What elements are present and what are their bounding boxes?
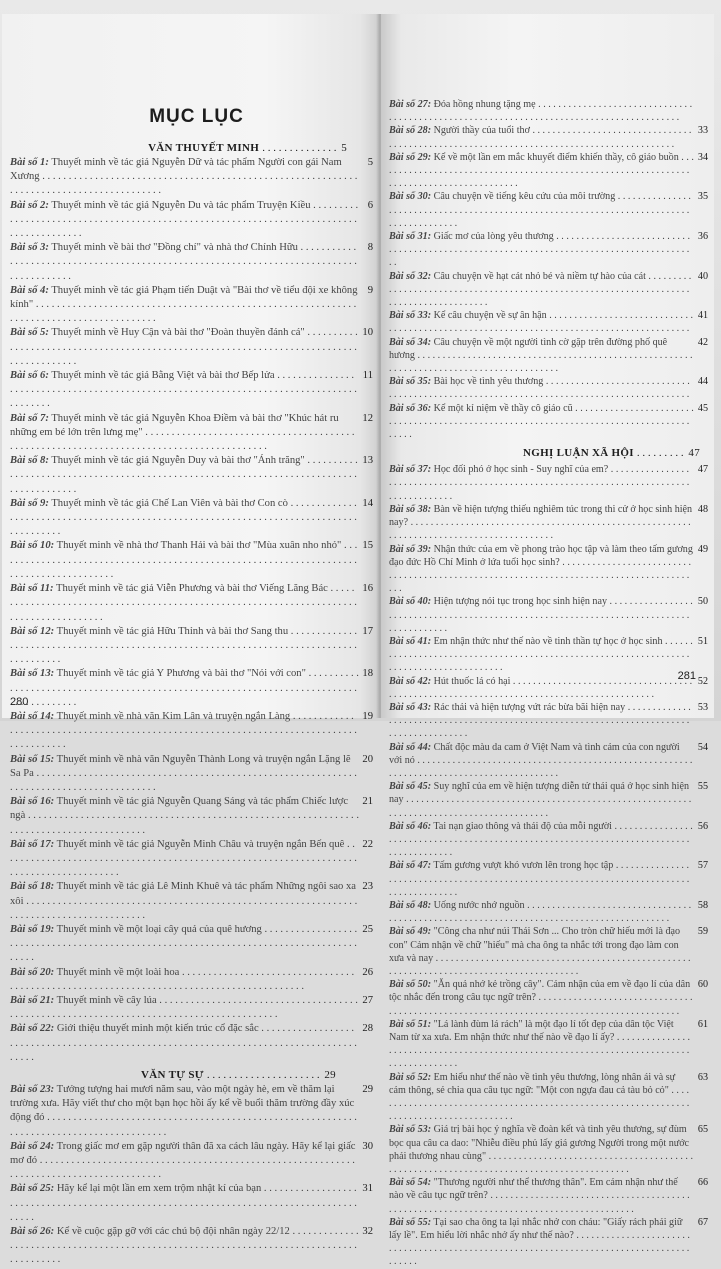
toc-entry-page: 29 [362,1084,373,1095]
page-number: 281 [677,670,696,682]
toc-entry-page: 17 [362,625,373,637]
toc-entry-title: Thuyết minh về tác giả Nguyễn Minh Châu và truyện ngắn Bến quê [56,838,345,850]
toc-entry [10,966,373,994]
toc-entry-title: Thuyết minh về tác giả Lê Minh Khuê và tác phẩm Những ngôi sao xa xôi [10,881,356,907]
toc-entry-number: Bài số 46: [389,820,432,832]
toc-entry-page: 56 [697,820,708,832]
toc-entry-title: Thuyết minh về một loại cây quả của quê hương [56,923,262,935]
toc-entry-page: 25 [362,923,373,935]
toc-entry [10,753,373,796]
toc-entry-title: Câu chuyện về một người tình cờ gặp trên đường phố quê hương [389,336,668,361]
page-number: 280 [10,696,29,708]
toc-entry-page: 57 [697,860,708,872]
toc-entry-title: Trong giấc mơ em gặp người thân đã xa cách lâu ngày. Hãy kể lại giấc mơ đó [10,1140,356,1167]
toc-entry [389,925,708,978]
toc-entry-number: Bài số 28: [389,125,432,137]
toc-entry [10,994,373,1022]
toc-entry [10,412,373,455]
toc-entry-page: 28 [362,1023,373,1035]
toc-entry-number: Bài số 12: [10,625,55,637]
toc-entry-number: Bài số 33: [389,310,432,322]
toc-entry-title: Rác thải và hiện tượng vứt rác bừa bãi hiện nay [433,701,626,713]
toc-entry-page: 44 [697,376,708,388]
section-page: 5 [341,142,347,154]
toc-entry-number: Bài số 9: [10,497,49,509]
toc-entry [10,838,373,881]
toc-entry-number: Bài số 7: [10,412,49,424]
toc-entry-number: Bài số 36: [389,402,432,414]
toc-entry-number: Bài số 14: [10,710,55,722]
toc-entry-title: "Thương người như thể thương thân". Em cảm nhận như thế nào về câu tục ngữ trên? [389,1177,678,1202]
toc-entry-page: 67 [697,1216,708,1228]
toc-entry-title: Kể về cuộc gặp gỡ với các chú bộ đội nhân ngày 22/12 [56,1226,290,1238]
toc-entry-page: 6 [367,199,373,211]
toc-entry-page: 34 [697,151,708,163]
toc-entry-page: 53 [697,701,708,713]
toc-entry [389,98,708,124]
section-heading-nghi-luan-xa-hoi: NGHỊ LUẬN XÃ HỘI . . . . . . . . . 47 [522,447,700,460]
left-page [2,14,379,1238]
toc-entry-number: Bài số 52: [389,1071,432,1083]
toc-entry-title: Uống nước nhớ nguồn [433,899,525,911]
toc-entry [389,270,708,310]
toc-entry-page: 22 [362,838,373,850]
toc-entry-page: 32 [362,1226,373,1238]
toc-entry-page: 23 [362,881,373,893]
toc-entry-title: Hiện tượng nói tục trong học sinh hiện nay [433,596,607,608]
section-page: 47 [688,447,700,460]
toc-entry-number: Bài số 4: [10,284,49,296]
toc-entry-page: 31 [362,1183,373,1195]
toc-entry-page: 54 [697,741,708,753]
toc-entry [389,1216,708,1269]
toc-entry-page: 41 [697,310,708,322]
section-page: 29 [324,1069,336,1081]
toc-entry [389,336,708,376]
toc-entry-page: 42 [697,336,708,348]
toc-entry-page: 60 [697,979,708,991]
toc-entry-page: 13 [362,455,373,467]
toc-entry-title: Thuyết minh về Huy Cận và bài thơ "Đoàn thuyền đánh cá" [51,327,305,339]
toc-entry [10,1140,373,1183]
toc-entry-number: Bài số 29: [389,151,432,163]
toc-entry [10,369,373,412]
toc-entry-title: "Công cha như núi Thái Sơn ... Cho tròn chữ hiếu mới là đạo con" Cảm nhận về chữ "hiếu" mà cha ông ta nhắc tới trong đạo làm con xưa và nay [389,926,681,964]
toc-entry [10,923,373,966]
toc-entry [389,635,708,675]
toc-entry-number: Bài số 39: [389,543,432,555]
toc-entry [10,454,373,497]
toc-entry-title: Giới thiệu thuyết minh một kiến trúc cổ đặc sắc [56,1023,259,1035]
toc-entry-page: 26 [362,966,373,978]
toc-entry [389,543,708,596]
toc-entry-number: Bài số 1: [10,157,49,168]
toc-entry-page: 8 [367,242,373,254]
toc-entry-page: 65 [697,1124,708,1136]
toc-entry-number: Bài số 3: [10,242,49,254]
toc-entry-title: "Lá lành đùm lá rách" là một đạo lí tốt đẹp của dân tộc Việt Nam từ xa xưa. Em nhận thức như thế nào về đạo lí ấy? [389,1018,674,1044]
toc-entry-page: 58 [697,899,708,911]
toc-entry [389,1071,708,1124]
toc-entry-title: Thuyết minh về tác giả Nguyễn Du và tác phẩm Truyện Kiều [51,199,311,211]
toc-entry [10,795,373,838]
toc-entry-title: Tai nạn giao thông và thái độ của mỗi người [433,820,612,832]
toc-entry [10,1022,373,1065]
toc-entry-page: 63 [697,1071,708,1083]
toc-entry-page: 5 [367,157,373,168]
toc-entry-number: Bài số 19: [10,923,55,935]
toc-entry-title: Thuyết minh về nhà văn Nguyễn Thành Long và truyện ngắn Lặng lẽ Sa Pa [10,753,351,779]
toc-entry-page: 15 [362,540,373,552]
toc-entry-title: Chất độc màu da cam ở Việt Nam và tình cảm của con người với nó [389,741,680,766]
toc-entry-number: Bài số 54: [389,1177,432,1189]
toc-entry-title: Suy nghĩ của em về hiện tượng diễn tử thái quá ở học sinh hiện nay [389,781,690,806]
toc-entry-title: Thuyết minh về nhà thơ Thanh Hải và bài thơ "Mùa xuân nho nhỏ" [56,540,342,552]
toc-entry-number: Bài số 27: [389,99,432,110]
toc-entry-title: "Ăn quả nhớ kẻ trồng cây". Cảm nhận của em về đạo lí của dân tộc nhắc đến trong câu tục ngữ trên? [389,979,691,1004]
toc-entry [389,1123,708,1176]
toc-entry-title: Thuyết minh về tác giả Nguyễn Quang Sáng và tác phẩm Chiếc lược ngà [10,796,349,822]
toc-entry-title: Hãy kể lại một lần em xem trộm nhật kí của bạn [56,1183,262,1195]
toc-entry-number: Bài số 8: [10,455,49,467]
toc-entry-page: 45 [697,402,708,414]
toc-entry-number: Bài số 15: [10,753,55,765]
toc-entry-number: Bài số 50: [389,979,432,991]
toc-entry-page: 49 [697,543,708,555]
toc-entry-page: 12 [362,412,373,424]
toc-entry-title: Giấc mơ của lòng yêu thương [433,231,554,243]
toc-entry-page: 55 [697,781,708,793]
toc-entry [10,710,373,753]
toc-entry-page: 11 [362,370,373,382]
toc-entry [389,1176,708,1216]
toc-entry-number: Bài số 34: [389,336,432,348]
toc-entry-title: Thuyết minh về tác giả Chế Lan Viên và bài thơ Con cò [51,497,288,509]
toc-entry-title: Thuyết minh về nhà văn Kim Lân và truyện ngắn Làng [56,710,291,722]
toc-entry-number: Bài số 26: [10,1226,55,1238]
toc-entry-page: 52 [697,675,708,687]
toc-entry [10,497,373,540]
toc-entry-title: Nhận thức của em về phong trào học tập và làm theo tấm gương đạo đức Hồ Chí Minh ở lứa tuổi học sinh? [389,543,693,568]
toc-entry-page: 66 [697,1177,708,1189]
toc-entry-title: Thuyết minh về cây lúa [56,994,157,1006]
toc-entry-title: Kể câu chuyện về sự ân hận [433,310,547,322]
toc-entry-title: Hút thuốc lá có hại [433,675,511,687]
toc-entry-page: 61 [697,1018,708,1030]
toc-entry-number: Bài số 6: [10,370,49,382]
toc-entry [389,375,708,401]
toc-entry-number: Bài số 24: [10,1140,55,1152]
toc-entry-number: Bài số 40: [389,596,432,608]
toc-entry [10,156,373,199]
toc-entry-number: Bài số 21: [10,994,55,1006]
toc-entry-number: Bài số 11: [10,583,54,595]
toc-entry-number: Bài số 17: [10,838,55,850]
toc-entry-title: Em nhận thức như thế nào về tinh thần tự học ở học sinh [433,635,663,647]
toc-entry-number: Bài số 10: [10,540,55,552]
toc-entry [389,309,708,335]
toc-entry-page: 10 [362,327,373,339]
toc-entry-title: Đóa hồng nhung tặng mẹ [433,99,536,110]
toc-entry-number: Bài số 51: [389,1018,432,1030]
toc-entry-title: Thuyết minh về bài thơ "Đồng chí" và nhà thơ Chính Hữu [51,242,298,254]
toc-entry [389,859,708,899]
toc-entry-page: 16 [362,583,373,595]
toc-entry-title: Thuyết minh về tác giả Bằng Việt và bài thơ Bếp lửa [51,370,275,382]
toc-entry-page: 33 [697,125,708,137]
right-page [381,14,714,1242]
toc-entry-number: Bài số 53: [389,1124,432,1136]
toc-entry-page: 18 [362,668,373,680]
toc-entry [389,124,708,150]
toc-entry-title: Thuyết minh về tác giả Nguyễn Duy và bài thơ "Ánh trăng" [51,455,305,467]
toc-entry-number: Bài số 32: [389,270,432,282]
toc-entry-page: 27 [362,994,373,1006]
toc-entry [389,701,708,741]
toc-entry-number: Bài số 13: [10,668,55,680]
toc-entry [10,241,373,284]
toc-entry-page: 40 [697,270,708,282]
toc-entry-number: Bài số 38: [389,503,432,515]
toc-entry-title: Bài học về tình yêu thương [433,376,544,388]
toc-entry [10,326,373,369]
toc-entry [389,151,708,191]
toc-entry-number: Bài số 30: [389,191,432,203]
toc-entry [389,463,708,503]
toc-entry [389,595,708,635]
toc-entry [389,1018,708,1071]
toc-entry-number: Bài số 22: [10,1023,55,1035]
toc-entry-page: 14 [362,497,373,509]
toc-entry-title: Bàn về hiện tượng thiếu nghiêm túc trong thi cử ở học sinh hiện nay? [389,503,693,529]
toc-entry-number: Bài số 41: [389,635,432,647]
toc-entry [389,899,708,925]
toc-entry-page: 50 [697,596,708,608]
toc-entry-title: Giá trị bài học ý nghĩa về đoàn kết và tình yêu thương, sự đùm bọc qua câu ca dao: "Nhiễu điều phủ lấy giá gương Người trong một nước phải thương nhau cùng" [389,1124,690,1162]
toc-entry-number: Bài số 48: [389,899,432,911]
toc-entry-title: Thuyết minh về tác giả Y Phương và bài thơ "Nói với con" [56,668,306,680]
toc-entry [389,780,708,820]
toc-entry-title: Người thầy của tuổi thơ [433,125,530,137]
toc-entry-title: Thuyết minh về tác giả Phạm tiến Duật và "Bài thơ về tiểu đội xe không kính" [10,284,358,311]
toc-entry-page: 36 [697,231,708,243]
toc-entry-page: 19 [362,710,373,722]
toc-entry-number: Bài số 42: [389,675,432,687]
toc-entry-number: Bài số 43: [389,701,432,713]
toc-entry-page: 59 [697,926,708,938]
toc-entry-number: Bài số 37: [389,464,432,476]
toc-entry-page: 48 [697,503,708,515]
section-label: VĂN THUYẾT MINH [148,142,260,154]
toc-entry-title: Tại sao cha ông ta lại nhắc nhở con cháu: "Giấy rách phải giữ lấy lề". Em hiểu lời nhắc nhở ấy như thế nào? [389,1216,683,1242]
toc-entry-title: Thuyết minh về tác giả Nguyễn Dữ và tác phẩm Người con gái Nam Xương [10,157,342,183]
toc-entry [389,190,708,230]
toc-entry [10,284,373,327]
toc-entry [389,820,708,860]
toc-entry-page: 20 [362,753,373,765]
toc-entry [389,402,708,442]
toc-entry-page: 47 [697,464,708,476]
toc-entry-number: Bài số 16: [10,796,55,808]
section-label: VĂN TỰ SỰ [141,1069,204,1081]
toc-entry-title: Câu chuyện về tiếng kêu cứu của môi trường [433,191,616,203]
toc-entry [10,199,373,242]
section-heading-van-thuyet-minh: VĂN THUYẾT MINH . . . . . . . . . . . . . . 5 [148,142,347,154]
toc-entry-number: Bài số 35: [389,376,432,388]
section-heading-van-tu-su: VĂN TỰ SỰ . . . . . . . . . . . . . . . . . . . . . 29 [141,1069,336,1081]
toc-entry-number: Bài số 44: [389,741,432,753]
toc-entry-page: 9 [367,284,373,296]
toc-entry-title: Kể về một lần em mắc khuyết điểm khiến thầy, cô giáo buồn [433,151,679,163]
toc-entry [10,1225,373,1268]
toc-entry [10,539,373,582]
toc-entry-title: Thuyết minh về tác giả Nguyễn Khoa Điềm và bài thơ "Khúc hát ru những em bé lớn trên lưng mẹ" [10,412,339,438]
toc-entry [10,880,373,923]
toc-entry-title: Thuyết minh về một loài hoa [56,966,180,978]
toc-entry-title: Em hiểu như thế nào về tình yêu thương, lòng nhân ái và sự cảm thông, sẻ chia qua câu tục ngữ: "Một con ngựa đau cả tàu bỏ cỏ" [389,1071,676,1096]
toc-entry-page: 30 [362,1140,373,1152]
toc-entry-page: 21 [362,796,373,808]
toc-entry-title: Thuyết minh về tác giả Hữu Thỉnh và bài thơ Sang thu [56,625,289,637]
toc-entry-title: Tưởng tượng hai mươi năm sau, vào một ngày hè, em về thăm lại trường xưa. Hãy viết thư cho một bạn học hồi ấy kể về buổi thăm trường đầy xúc động đó [10,1084,355,1124]
toc-entry [389,741,708,781]
toc-entry-title: Câu chuyện về hạt cát nhỏ bé và niềm tự hào của cát [433,270,646,282]
toc-entry [389,978,708,1018]
toc-entry [389,230,708,270]
toc-entry-number: Bài số 18: [10,881,55,893]
toc-entry-page: 51 [697,635,708,647]
toc-entry-number: Bài số 5: [10,327,49,339]
toc-entry [10,582,373,625]
toc-entry-number: Bài số 23: [10,1084,55,1095]
section-label: NGHỊ LUẬN XÃ HỘI [522,447,634,460]
toc-entry [389,675,708,701]
toc-entry-title: Học đối phó ở học sinh - Suy nghĩ của em? [433,464,609,476]
toc-entry-number: Bài số 20: [10,966,55,978]
toc-entry-page: 35 [697,191,708,203]
toc-entry-number: Bài số 31: [389,231,432,243]
toc-entry-number: Bài số 45: [389,781,432,793]
toc-entry [10,667,373,710]
toc-entry-number: Bài số 25: [10,1183,55,1195]
toc-entry [10,1182,373,1225]
page-title: MỤC LỤC [149,106,244,127]
toc-entry-number: Bài số 55: [389,1216,432,1228]
toc-entry-title: Tấm gương vượt khó vươn lên trong học tập [433,860,614,872]
toc-entry [10,625,373,668]
toc-entry [10,1083,373,1140]
toc-entry-number: Bài số 2: [10,199,49,211]
toc-entry-number: Bài số 49: [389,926,432,938]
toc-entry [389,503,708,543]
toc-entry-title: Kể một kỉ niệm về thầy cô giáo cũ [433,402,573,414]
toc-entry-title: Thuyết minh về tác giả Viễn Phương và bài thơ Viếng Lăng Bác [56,583,328,595]
toc-entry-number: Bài số 47: [389,860,432,872]
